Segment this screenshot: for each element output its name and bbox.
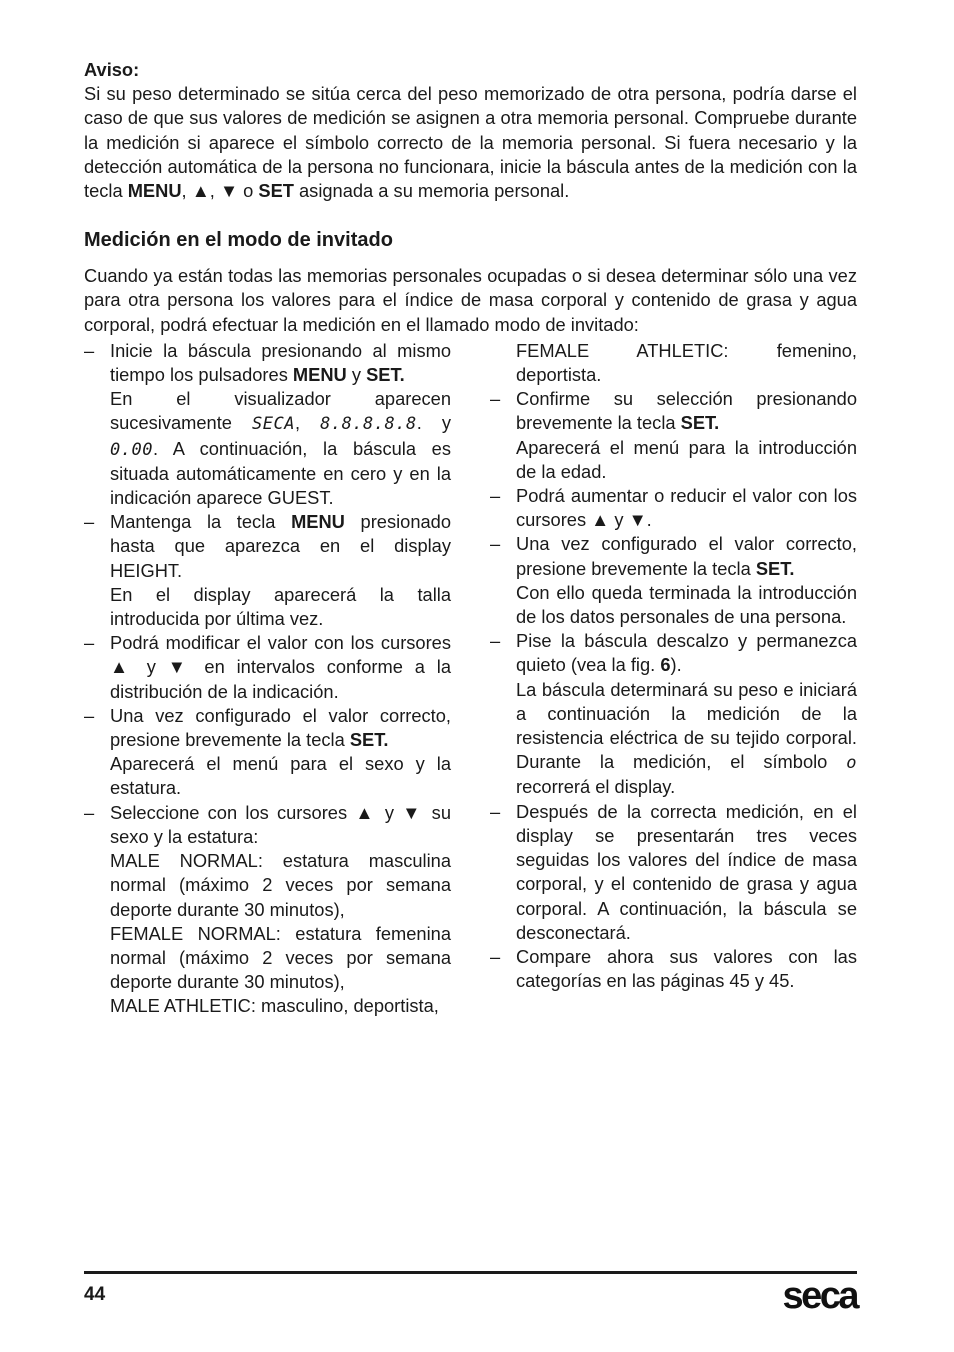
page-number: 44 — [84, 1284, 106, 1305]
lcd-display-text: 0.00 — [110, 439, 153, 460]
lcd-display-text: 8.8.8.8.8 — [320, 414, 417, 435]
list-dash: – — [490, 800, 501, 822]
section-title: Medición en el modo de invitado — [84, 229, 393, 252]
list-dash: – — [490, 945, 501, 967]
list-dash: – — [84, 801, 95, 823]
key-set: SET. — [349, 729, 389, 751]
list-item-continuation: Aparecerá el menú para el sexo y la estatura. — [110, 753, 451, 799]
list-dash: – — [84, 511, 95, 533]
list-item — [490, 945, 857, 993]
list-dash: – — [490, 533, 501, 555]
text: La báscula determinará su peso e iniciará a continuación la medición de la resistencia eléctrica de su tejido corporal. Durante la medición, el símbolo — [516, 678, 857, 773]
list-item — [490, 387, 857, 435]
text: Seleccione con los cursores ▲ y ▼ su sexo y la estatura: — [110, 801, 451, 847]
list-item — [490, 532, 857, 580]
two-column-list — [84, 339, 857, 1019]
list-item — [84, 704, 451, 752]
key-set: SET. — [680, 412, 720, 434]
aviso-text-part: , ▲, ▼ o — [181, 180, 259, 202]
aviso-text-part: Si su peso determinado se sitúa cerca del peso memorizado de otra persona, podría darse el caso de que sus valores de medición se asignen a otra memoria personal. Compruebe durante la medición si aparece el símbolo correcto de la memoria personal. Si fuera necesario y la detección automática de la persona no funcionara, inicie la báscula antes de la medición con la tecla — [84, 83, 857, 202]
text: y — [346, 364, 367, 386]
text: Una vez configurado el valor correcto, presione brevemente la tecla — [110, 704, 451, 751]
list-dash: – — [490, 485, 501, 507]
key-set: SET. — [755, 557, 795, 579]
text: Confirme su selección presionando brevemente la tecla — [516, 388, 857, 434]
list-dash: – — [490, 630, 501, 652]
text: Inicie la báscula presionando al mismo tiempo los pulsadores — [110, 339, 451, 386]
key-menu: MENU — [292, 364, 347, 386]
lcd-display-text: SECA — [252, 414, 295, 435]
list-dash: – — [84, 339, 95, 361]
text: Compare ahora sus valores con las categorías en las páginas 45 y 45. — [516, 945, 857, 992]
text: Mantenga la tecla — [110, 511, 292, 533]
key-menu: MENU — [291, 511, 345, 533]
list-item-continuation — [84, 387, 451, 510]
list-item — [84, 510, 451, 583]
aviso-text — [84, 82, 857, 203]
list-dash: – — [84, 632, 95, 654]
list-item-continuation: Aparecerá el menú para la introducción de la edad. — [516, 436, 857, 482]
text: Podrá aumentar o reducir el valor con los cursores ▲ y ▼. — [516, 485, 857, 531]
list-item-continuation: Con ello queda terminada la introducción de los datos personales de una persona. — [516, 581, 857, 628]
aviso-text-part: asignada a su memoria personal. — [293, 180, 570, 202]
text: . y — [416, 412, 451, 434]
list-item — [84, 801, 451, 849]
figure-ref: 6 — [660, 654, 671, 676]
key-set: SET — [258, 180, 294, 202]
lcd-display-text: o — [846, 753, 857, 774]
text: , — [294, 412, 321, 434]
key-menu: MENU — [127, 180, 182, 202]
list-item-continuation: FEMALE ATHLETIC: femenino, deportista. — [516, 339, 857, 386]
left-column — [84, 339, 451, 1019]
list-item-continuation: En el display aparecerá la talla introducida por última vez. — [110, 583, 451, 630]
text: recorrerá el display. — [516, 776, 676, 798]
list-item — [84, 631, 451, 704]
text: Podrá modificar el valor con los cursores ▲ y ▼ en intervalos conforme a la distribución de la indicación. — [110, 632, 451, 702]
list-item-continuation — [490, 678, 857, 800]
text: En el visualizador aparecen sucesivamente — [110, 388, 451, 434]
text: . A continuación, la báscula es situada automáticamente en cero y en la indicación aparece GUEST. — [110, 437, 451, 509]
key-set: SET. — [366, 364, 405, 386]
text: Pise la báscula descalzo y permanezca quieto (vea la fig. — [516, 630, 857, 676]
text: Después de la correcta medición, en el display se presentarán tres veces seguidas los valores del índice de masa corporal, y el contenido de grasa y agua corporal. A continuación, la báscula se desconectará. — [516, 800, 857, 943]
list-item-continuation: MALE NORMAL: estatura masculina normal (máximo 2 veces por semana deporte durante 30 minutos), — [110, 850, 451, 920]
aviso-heading: Aviso: — [84, 59, 140, 80]
text: presionado hasta que aparezca en el display HEIGHT. — [110, 511, 451, 581]
text: ). — [670, 654, 682, 676]
right-column — [490, 339, 857, 1019]
list-item — [490, 800, 857, 945]
list-dash: – — [84, 704, 95, 726]
list-item — [490, 629, 857, 677]
text: Una vez configurado el valor correcto, presione brevemente la tecla — [516, 533, 857, 579]
list-item-continuation: MALE ATHLETIC: masculino, deportista, — [110, 995, 439, 1017]
page-content — [84, 58, 857, 1019]
footer-rule — [84, 1271, 857, 1274]
list-item — [490, 484, 857, 532]
list-item — [84, 339, 451, 387]
list-item-continuation: FEMALE NORMAL: estatura femenina normal (máximo 2 veces por semana deporte durante 30 minutos), — [110, 922, 451, 993]
section-intro: Cuando ya están todas las memorias personales ocupadas o si desea determinar sólo una vez para otra persona los valores para el índice de masa corporal y contenido de grasa y agua corporal, podrá efectuar la medición en el llamado modo de invitado: — [84, 265, 857, 335]
seca-logo: seca — [782, 1275, 857, 1317]
list-dash: – — [490, 388, 501, 410]
